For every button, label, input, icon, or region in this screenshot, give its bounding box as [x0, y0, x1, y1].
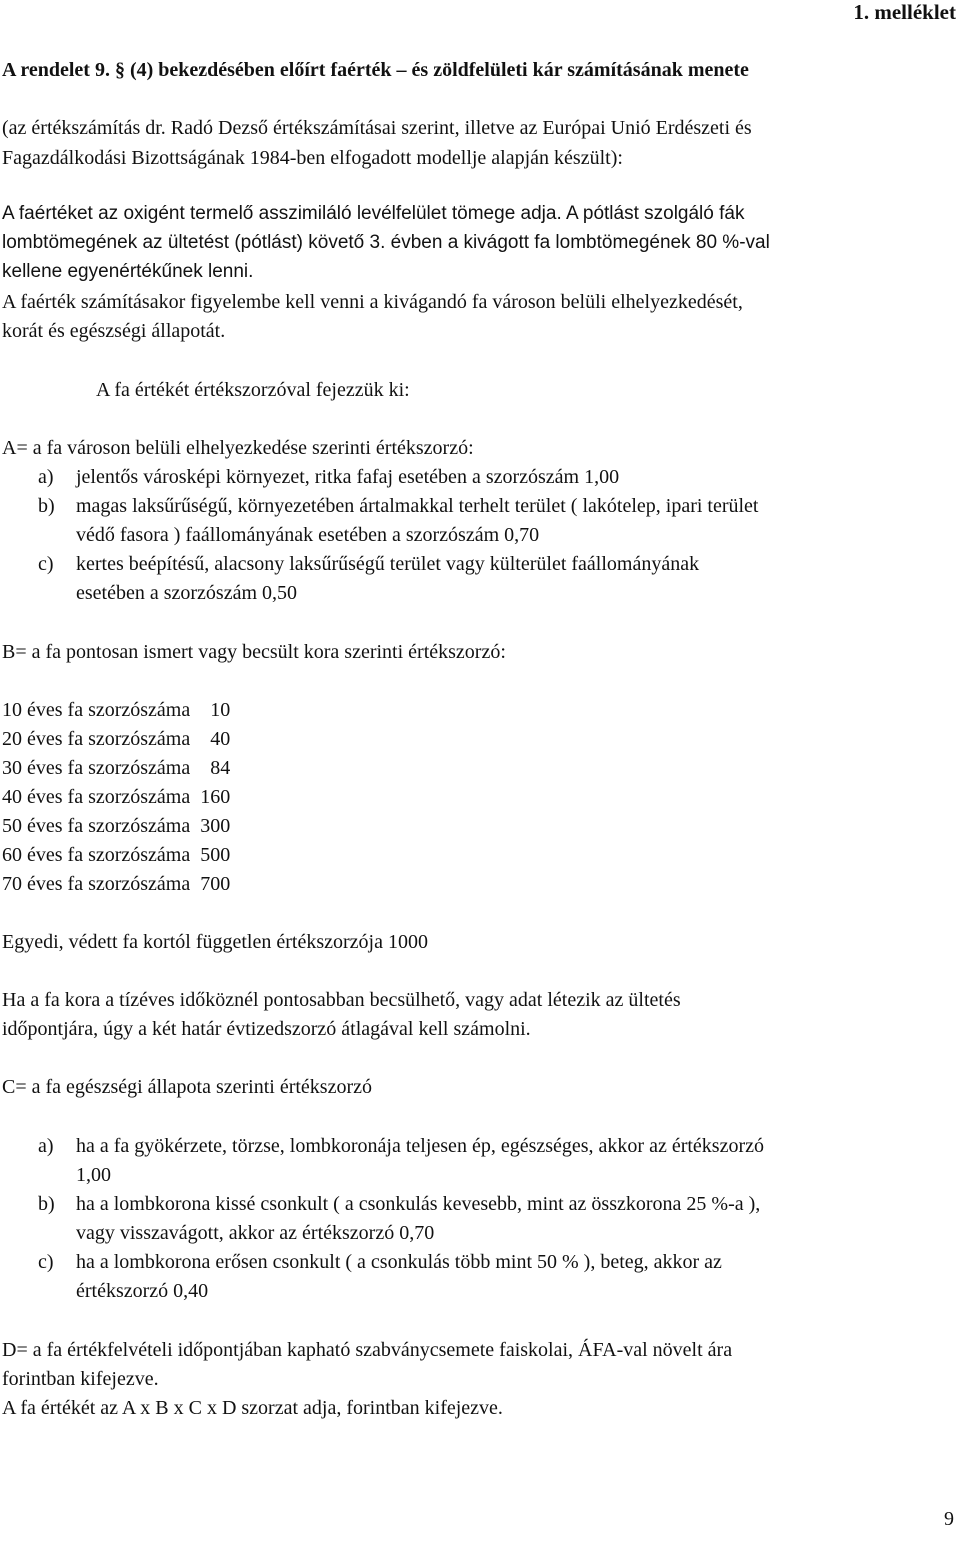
c-item-label: b)	[38, 1193, 55, 1215]
c-item-text: ha a lombkorona kissé csonkult ( a csonkulás kevesebb, mint az összkorona 25 %-a ),	[76, 1193, 761, 1215]
b-row-value: 10	[210, 699, 231, 721]
b-row-text: 50 éves fa szorzószáma	[2, 815, 191, 837]
c-item-text: vagy visszavágott, akkor az értékszorzó 0,70	[76, 1222, 435, 1244]
b-row	[2, 698, 230, 722]
final-line: A fa értékét az A x B x C x D szorzat adja, forintban kifejezve.	[2, 1397, 503, 1419]
b-row-value: 700	[200, 873, 231, 895]
c-item-text: ha a lombkorona erősen csonkult ( a csonkulás több mint 50 % ), beteg, akkor az	[76, 1251, 722, 1273]
c-item-text: 1,00	[76, 1164, 111, 1186]
center-line: A fa értékét értékszorzóval fejezzük ki:	[96, 379, 410, 401]
c-item-text: értékszorzó 0,40	[76, 1280, 209, 1302]
c-item-label: c)	[38, 1251, 54, 1273]
paragraph-line: kellene egyenértékűnek lenni.	[2, 261, 254, 282]
b-row	[2, 872, 230, 896]
a-item-text: magas laksűrűségű, környezetében ártalmakkal terhelt terület ( lakótelep, ipari terület	[76, 495, 759, 517]
annex-label: 1. melléklet	[853, 0, 956, 24]
paragraph-line: korát és egészségi állapotát.	[2, 320, 226, 342]
b-row	[2, 843, 230, 867]
age-note-line: Ha a fa kora a tízéves időköznél pontosabban becsülhető, vagy adat létezik az ültetés	[2, 989, 681, 1011]
b-row-text: 10 éves fa szorzószáma	[2, 699, 191, 721]
b-heading: B= a fa pontosan ismert vagy becsült kora szerinti értékszorzó:	[2, 641, 506, 663]
b-row-text: 30 éves fa szorzószáma	[2, 757, 191, 779]
intro-line: Fagazdálkodási Bizottságának 1984-ben elfogadott modellje alapján készült):	[2, 147, 623, 169]
protected-tree-line: Egyedi, védett fa kortól független értékszorzója 1000	[2, 931, 428, 953]
b-row-value: 300	[200, 815, 231, 837]
c-item-label: a)	[38, 1135, 54, 1157]
b-row-value: 500	[200, 844, 231, 866]
paragraph-line: lombtömegének az ültetést (pótlást) követő 3. évben a kivágott fa lombtömegének 80 %-val	[2, 232, 770, 253]
b-row-text: 70 éves fa szorzószáma	[2, 873, 191, 895]
a-item-text: esetében a szorzószám 0,50	[76, 582, 298, 604]
a-item-text: jelentős városképi környezet, ritka fafaj esetében a szorzószám 1,00	[76, 466, 620, 488]
paragraph-line: A faértéket az oxigént termelő asszimiláló levélfelület tömege adja. A pótlást szolgáló fák	[2, 203, 745, 224]
b-row-text: 40 éves fa szorzószáma	[2, 786, 191, 808]
b-row-text: 20 éves fa szorzószáma	[2, 728, 191, 750]
d-line: D= a fa értékfelvételi időpontjában kapható szabványcsemete faiskolai, ÁFA-val növelt ára	[2, 1339, 733, 1361]
a-item-label: c)	[38, 553, 54, 575]
b-row-text: 60 éves fa szorzószáma	[2, 844, 191, 866]
intro-line: (az értékszámítás dr. Radó Dezső értékszámításai szerint, illetve az Európai Unió Erdészeti és	[2, 117, 752, 139]
b-row-value: 40	[210, 728, 231, 750]
b-row	[2, 785, 230, 809]
a-item-text: védő fasora ) faállományának esetében a szorzószám 0,70	[76, 524, 540, 546]
document-title: A rendelet 9. § (4) bekezdésében előírt faérték – és zöldfelületi kár számításának menete	[2, 59, 749, 81]
page-number: 9	[944, 1508, 954, 1530]
b-row-value: 84	[210, 757, 231, 779]
a-heading: A= a fa városon belüli elhelyezkedése szerinti értékszorzó:	[2, 437, 474, 459]
b-row	[2, 756, 230, 780]
a-item-text: kertes beépítésű, alacsony laksűrűségű terület vagy külterület faállományának	[76, 553, 700, 575]
a-item-label: b)	[38, 495, 55, 517]
b-row-value: 160	[200, 786, 231, 808]
paragraph-line: A faérték számításakor figyelembe kell venni a kivágandó fa városon belüli elhelyezkedését,	[2, 291, 743, 313]
a-item-label: a)	[38, 466, 54, 488]
age-note-line: időpontjára, úgy a két határ évtizedszorzó átlagával kell számolni.	[2, 1018, 531, 1040]
b-row	[2, 727, 230, 751]
b-row	[2, 814, 230, 838]
c-item-text: ha a fa gyökérzete, törzse, lombkoronája teljesen ép, egészséges, akkor az értékszorzó	[76, 1135, 765, 1157]
c-heading: C= a fa egészségi állapota szerinti értékszorzó	[2, 1076, 372, 1098]
d-line: forintban kifejezve.	[2, 1368, 159, 1390]
